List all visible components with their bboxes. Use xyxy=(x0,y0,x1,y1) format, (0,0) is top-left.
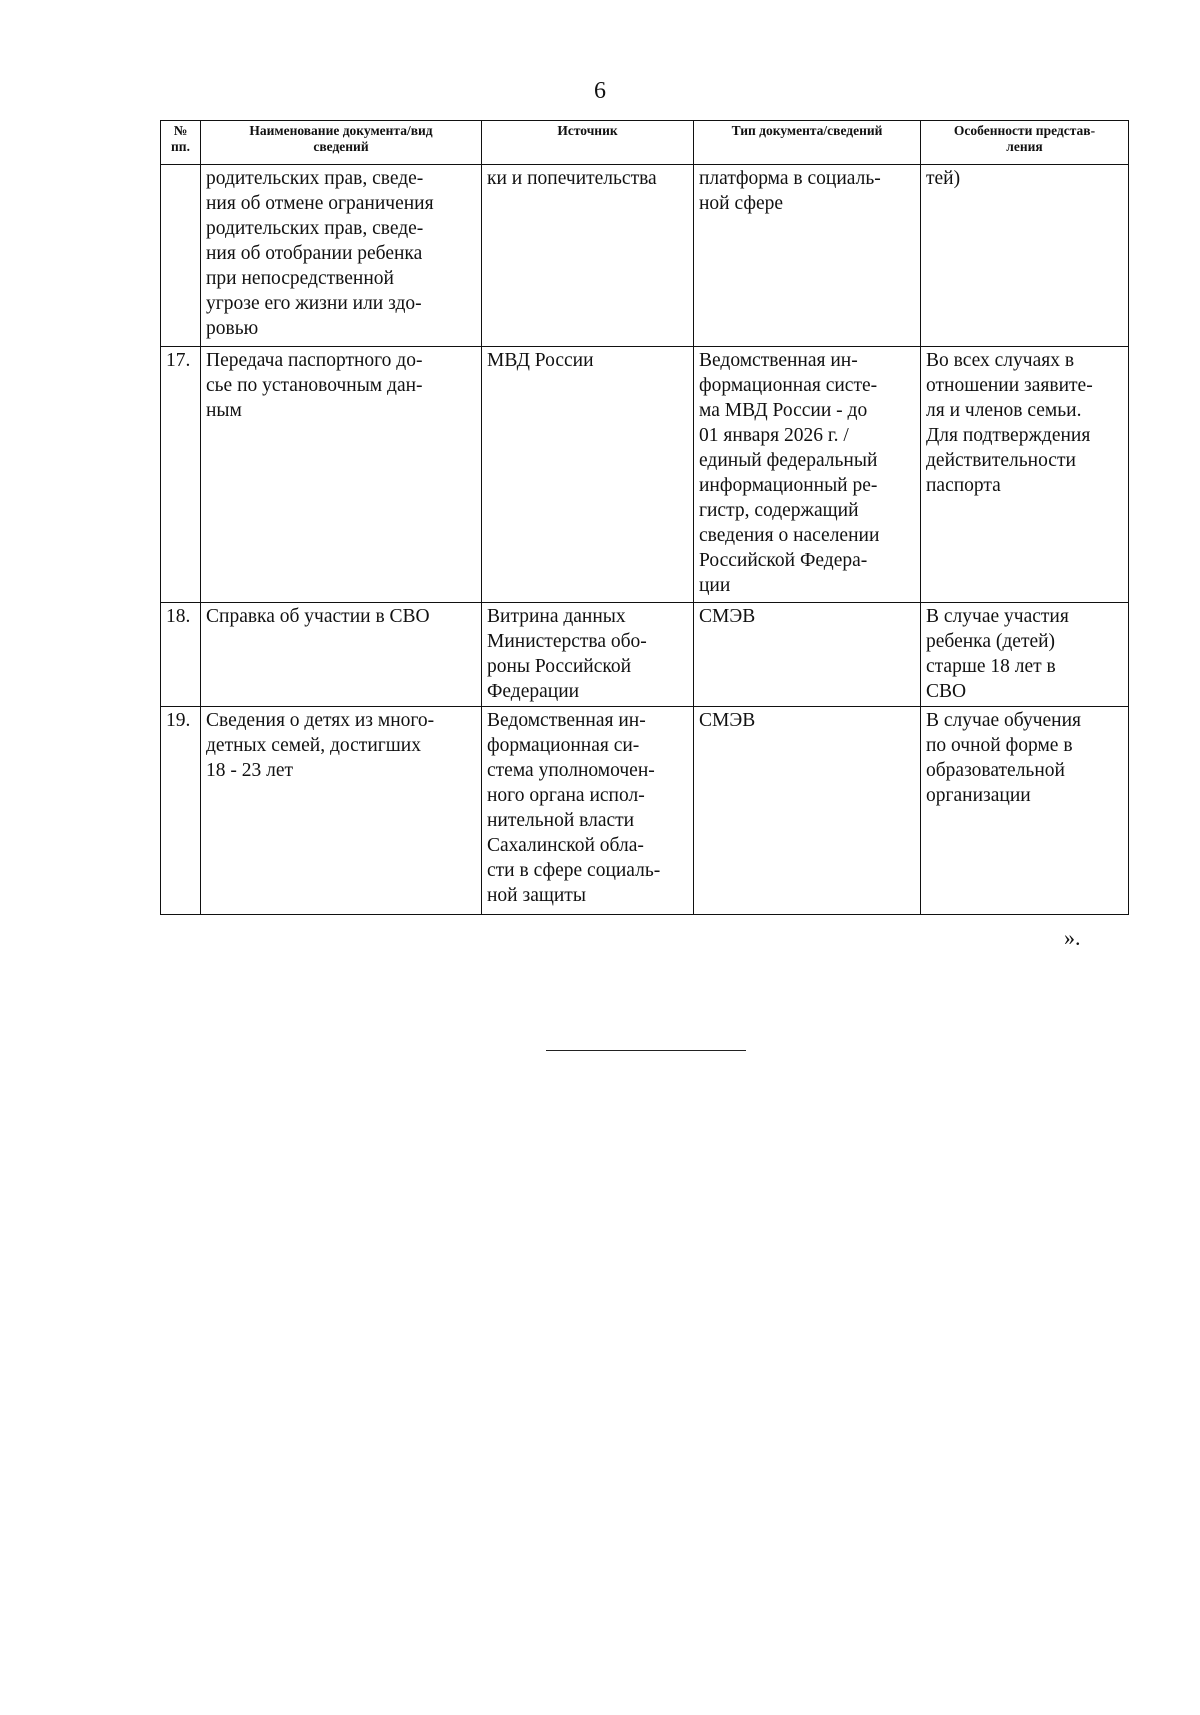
table-row xyxy=(161,707,1129,915)
row-number: 18. xyxy=(161,603,201,707)
header-document-type: Тип документа/сведений xyxy=(694,121,921,165)
table-row xyxy=(161,165,1129,347)
row-source: Ведомственная ин- формационная си- стема уполномочен- ного органа испол- нительной власти Сахалинской обла- сти в сфере социаль- ной защиты xyxy=(482,707,694,915)
row-document-type: СМЭВ xyxy=(694,603,921,707)
row-document-type: СМЭВ xyxy=(694,707,921,915)
row-document-name: Сведения о детях из много- детных семей, достигших 18 - 23 лет xyxy=(201,707,482,915)
row-document-name: Передача паспортного до- сье по установочным дан- ным xyxy=(201,347,482,603)
row-document-name: Справка об участии в СВО xyxy=(201,603,482,707)
closing-quote-mark: ». xyxy=(1064,925,1081,950)
row-features: Во всех случаях в отношении заявите- ля и членов семьи. Для подтверждения действительности паспорта xyxy=(921,347,1129,603)
documents-table xyxy=(160,120,1129,915)
row-source: Витрина данных Министерства обо- роны Российской Федерации xyxy=(482,603,694,707)
row-document-type: Ведомственная ин- формационная систе- ма МВД России - до 01 января 2026 г. / единый федеральный информационный ре- гистр, содержащий сведения о населении Российской Федера- ции xyxy=(694,347,921,603)
header-number: № пп. xyxy=(161,121,201,165)
row-features: В случае участия ребенка (детей) старше 18 лет в СВО xyxy=(921,603,1129,707)
header-document-name: Наименование документа/вид сведений xyxy=(201,121,482,165)
table-header xyxy=(161,121,1129,165)
header-source: Источник xyxy=(482,121,694,165)
header-features: Особенности представ- ления xyxy=(921,121,1129,165)
row-features: В случае обучения по очной форме в образовательной организации xyxy=(921,707,1129,915)
end-separator-line xyxy=(546,1050,746,1051)
row-document-type: платформа в социаль- ной сфере xyxy=(694,165,921,347)
table-row xyxy=(161,603,1129,707)
table-body xyxy=(161,165,1129,915)
row-number: 17. xyxy=(161,347,201,603)
row-number: 19. xyxy=(161,707,201,915)
row-features: тей) xyxy=(921,165,1129,347)
row-source: ки и попечительства xyxy=(482,165,694,347)
header-row xyxy=(161,121,1129,165)
row-source: МВД России xyxy=(482,347,694,603)
page-number: 6 xyxy=(594,78,606,104)
row-number xyxy=(161,165,201,347)
row-document-name: родительских прав, сведе- ния об отмене ограничения родительских прав, сведе- ния об отобрании ребенка при непосредственной угрозе его жизни или здо- ровью xyxy=(201,165,482,347)
table-row xyxy=(161,347,1129,603)
